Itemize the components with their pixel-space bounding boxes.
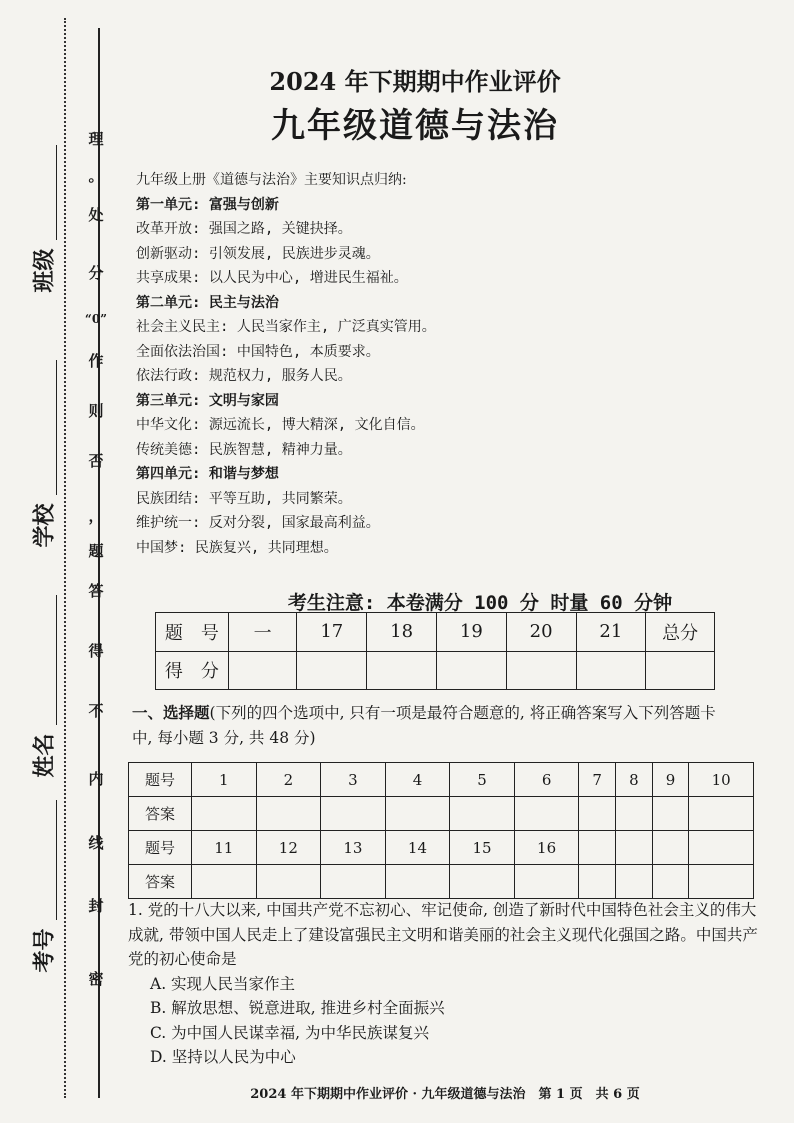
section-text: (下列的四个选项中, 只有一项是最符合题意的, 将正确答案写入下列答题卡中, 每小题 3 分, 共 48 分) (132, 704, 716, 747)
question-number (579, 831, 616, 865)
answer-cell[interactable] (450, 865, 515, 899)
knowledge-intro: 九年级上册《道德与法治》主要知识点归纳: (136, 172, 407, 188)
question-number: 2 (256, 763, 321, 797)
score-cell[interactable] (228, 651, 297, 690)
unit-heading: 第三单元: 文明与家园 (136, 392, 279, 409)
score-cell[interactable] (367, 651, 437, 690)
question-number: 1 (192, 763, 257, 797)
school-field[interactable] (18, 503, 68, 548)
binding-line (98, 28, 100, 1098)
answer-number-row (129, 831, 754, 865)
number-label: 题号 (129, 831, 192, 865)
question-number (616, 831, 653, 865)
margin-char: 则 (88, 402, 104, 420)
knowledge-item: 改革开放: 强国之路, 关键抉择。 (136, 221, 352, 237)
answer-row (129, 797, 754, 831)
unit-heading: 第二单元: 民主与法治 (136, 294, 279, 311)
answer-cell[interactable] (385, 797, 450, 831)
score-value-row (156, 651, 715, 690)
school-label: 学校 (31, 503, 58, 548)
exam-title: 2024 年下期期中作业评价 (269, 67, 561, 96)
answer-sheet-table (128, 762, 754, 899)
answer-cell[interactable] (689, 865, 754, 899)
question-number (652, 831, 689, 865)
knowledge-item: 全面依法治国: 中国特色, 本质要求。 (136, 343, 380, 360)
margin-char: ， (88, 507, 104, 525)
answer-cell[interactable] (652, 865, 689, 899)
option-b[interactable]: B. 解放思想、锐意进取, 推进乡村全面振兴 (150, 999, 445, 1017)
answer-cell[interactable] (192, 797, 257, 831)
score-header-cell: 17 (297, 613, 367, 652)
answer-cell[interactable] (450, 797, 515, 831)
margin-char: 题 (88, 542, 104, 560)
score-cell[interactable] (436, 651, 506, 690)
question-number: 9 (652, 763, 689, 797)
question-number: 3 (321, 763, 386, 797)
question-stem: 1. 党的十八大以来, 中国共产党不忘初心、牢记使命, 创造了新时代中国特色社会主义的伟大成就, 带领中国人民走上了建设富强民主文明和谐美丽的社会主义现代化强国之路。中国共产党的初心使命是 (128, 901, 758, 968)
name-label: 姓名 (31, 733, 58, 778)
unit-heading: 第一单元: 富强与创新 (136, 196, 279, 213)
question-number: 13 (321, 831, 386, 865)
number-label: 题号 (129, 763, 192, 797)
question-number: 6 (514, 763, 579, 797)
knowledge-item: 社会主义民主: 人民当家作主, 广泛真实管用。 (136, 319, 436, 335)
answer-cell[interactable] (192, 865, 257, 899)
name-field[interactable] (18, 733, 68, 778)
unit-heading: 第四单元: 和谐与梦想 (136, 466, 279, 482)
answer-cell[interactable] (514, 797, 579, 831)
answer-cell[interactable] (689, 797, 754, 831)
knowledge-item: 共享成果: 以人民为中心, 增进民生福祉。 (136, 270, 408, 286)
exam-number-write-line (56, 800, 57, 920)
margin-char: 不 (88, 702, 104, 720)
knowledge-item: 中国梦: 民族复兴, 共同理想。 (136, 539, 338, 556)
margin-char: 分 (88, 264, 104, 282)
question-number: 16 (514, 831, 579, 865)
margin-char: 密 (88, 970, 104, 988)
class-field[interactable] (18, 248, 68, 293)
score-header-cell: 19 (436, 613, 506, 652)
question-number: 12 (256, 831, 321, 865)
knowledge-item: 创新驱动: 引领发展, 民族进步灵魂。 (136, 245, 380, 262)
school-write-line (56, 360, 57, 495)
section-instruction (132, 700, 732, 751)
answer-cell[interactable] (579, 797, 616, 831)
answer-cell[interactable] (256, 797, 321, 831)
margin-char: 线 (88, 834, 104, 852)
score-row-label: 得 分 (156, 651, 229, 690)
score-header-cell: 题 号 (156, 613, 229, 652)
margin-char: 作 (88, 352, 104, 370)
question-number: 15 (450, 831, 515, 865)
option-d[interactable]: D. 坚持以人民为中心 (150, 1048, 296, 1066)
exam-notice: 考生注意: 本卷满分 100 分 时量 60 分钟 (287, 592, 673, 614)
answer-number-row (129, 763, 754, 797)
question-number: 10 (689, 763, 754, 797)
question-number: 5 (450, 763, 515, 797)
knowledge-item: 传统美德: 民族智慧, 精神力量。 (136, 441, 352, 458)
margin-char: “0” (84, 312, 108, 326)
option-c[interactable]: C. 为中国人民谋幸福, 为中华民族谋复兴 (150, 1023, 430, 1042)
question-number: 14 (385, 831, 450, 865)
margin-char: 封 (88, 897, 104, 915)
score-header-cell: 总分 (646, 613, 715, 652)
class-write-line (56, 145, 57, 240)
exam-number-field[interactable] (18, 928, 68, 973)
score-cell[interactable] (297, 651, 367, 690)
score-cell[interactable] (576, 651, 646, 690)
section-heading: 一、选择题 (132, 703, 210, 722)
score-header-row (156, 613, 715, 652)
answer-cell[interactable] (616, 865, 653, 899)
knowledge-item: 中华文化: 源远流长, 博大精深, 文化自信。 (136, 417, 425, 433)
answer-label: 答案 (129, 865, 192, 899)
score-cell[interactable] (506, 651, 576, 690)
answer-cell[interactable] (616, 797, 653, 831)
score-cell[interactable] (646, 651, 715, 690)
exam-number-label: 考号 (31, 928, 58, 973)
answer-cell[interactable] (579, 865, 616, 899)
name-write-line (56, 595, 57, 725)
subject-title: 九年级道德与法治 (271, 106, 559, 146)
answer-cell[interactable] (256, 865, 321, 899)
page-footer: 2024 年下期期中作业评价 · 九年级道德与法治 第 1 页 共 6 页 (250, 1087, 640, 1102)
knowledge-item: 依法行政: 规范权力, 服务人民。 (136, 368, 352, 384)
answer-cell[interactable] (652, 797, 689, 831)
class-label: 班级 (31, 248, 58, 293)
margin-char: 。 (88, 167, 104, 185)
option-a[interactable]: A. 实现人民当家作主 (150, 974, 296, 993)
answer-cell[interactable] (514, 865, 579, 899)
score-header-cell: 21 (576, 613, 646, 652)
answer-row (129, 865, 754, 899)
margin-char: 内 (88, 770, 104, 788)
binding-margin (0, 0, 115, 1123)
margin-char: 理 (88, 130, 104, 148)
answer-cell[interactable] (321, 797, 386, 831)
margin-char: 处 (88, 206, 104, 224)
question-number: 7 (579, 763, 616, 797)
knowledge-item: 民族团结: 平等互助, 共同繁荣。 (136, 490, 352, 507)
question-1 (128, 898, 758, 1070)
score-header-cell: 18 (367, 613, 437, 652)
question-number: 11 (192, 831, 257, 865)
knowledge-item: 维护统一: 反对分裂, 国家最高利益。 (136, 515, 380, 531)
score-table (155, 612, 715, 690)
score-header-cell: 一 (228, 613, 297, 652)
score-header-cell: 20 (506, 613, 576, 652)
question-number: 8 (616, 763, 653, 797)
knowledge-summary (136, 168, 696, 560)
margin-char: 答 (88, 582, 104, 600)
margin-char: 得 (88, 642, 104, 660)
answer-cell[interactable] (321, 865, 386, 899)
question-number (689, 831, 754, 865)
question-number: 4 (385, 763, 450, 797)
margin-char: 否 (88, 452, 104, 470)
answer-cell[interactable] (385, 865, 450, 899)
answer-label: 答案 (129, 797, 192, 831)
